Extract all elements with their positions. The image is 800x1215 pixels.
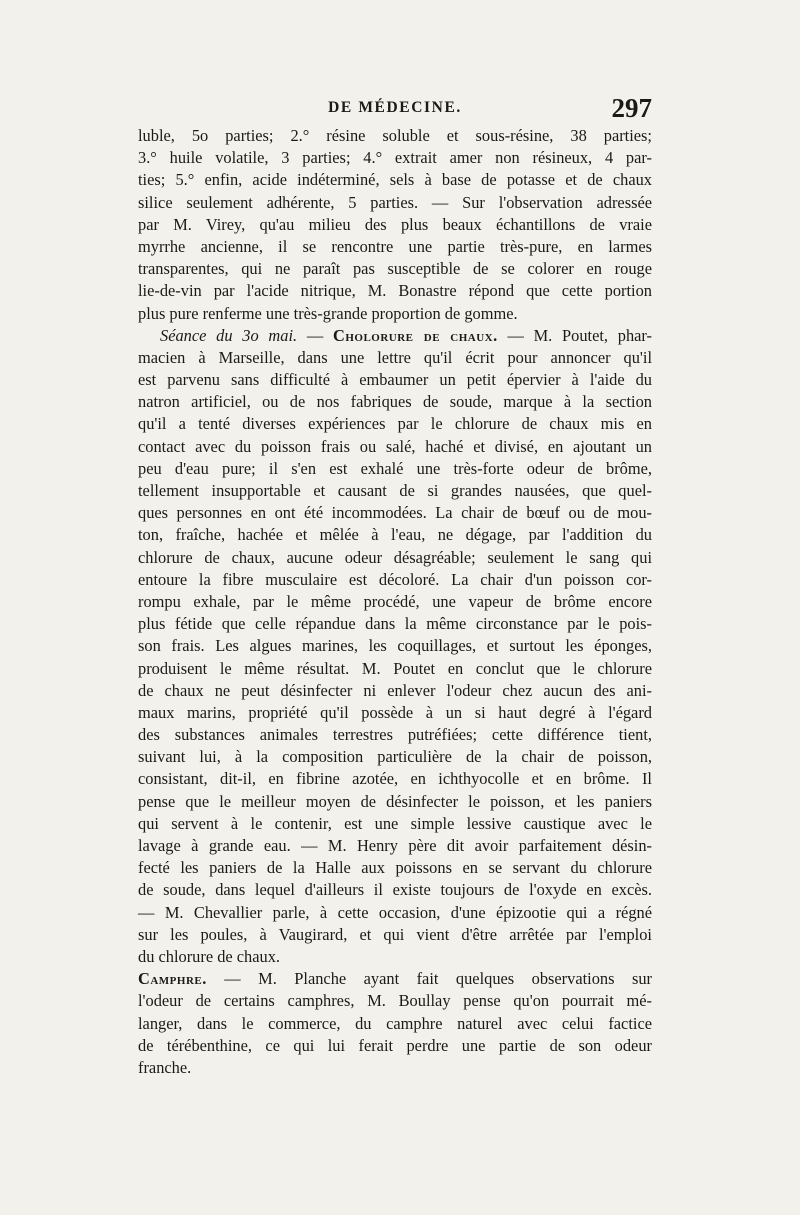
text-line: sur les poules, à Vaugirard, et qui vient d'être arrêtée par l'emploi [138, 924, 652, 944]
text-line: tellement insupportable et causant de si grandes nausées, que quel- [138, 481, 652, 500]
paragraph-camphre [138, 968, 652, 1079]
session-date: Séance du 3o mai. [160, 325, 298, 345]
text-line: qu'il a tenté diverses expériences par le chlorure de chaux mis en [138, 414, 652, 434]
text-line: chlorure de chaux, aucune odeur désagréable; seulement le sang qui [138, 547, 652, 567]
text-line: est parvenu sans difficulté à embaumer un petit épervier à l'aide du [138, 370, 652, 390]
text-line: ton, fraîche, hachée et mêlée à l'eau, ne dégage, par l'addition du [138, 525, 652, 545]
text-line: transparentes, qui ne paraît pas susceptible de se colorer en rouge [138, 259, 652, 279]
text-line: entoure la fibre musculaire est décoloré. La chair d'un poisson cor- [138, 569, 652, 589]
text-line: lavage à grande eau. — M. Henry père dit avoir parfaitement désin- [138, 836, 652, 855]
page-header [138, 93, 652, 125]
dash-separator: — [297, 325, 333, 345]
text-line: par M. Virey, qu'au milieu des plus beaux échantillons de vraie [138, 214, 652, 234]
text-line: suivant lui, à la composition particulière de la chair de poisson, [138, 747, 652, 767]
lead-text: — M. Poutet, phar- [497, 325, 652, 345]
text-line: du chlorure de chaux. [138, 946, 280, 966]
text-line: ties; 5.° enfin, acide indéterminé, sels à base de potasse et de chaux [138, 170, 652, 190]
text-line: l'odeur de certains camphres, M. Boullay pense qu'on pourrait mé- [138, 991, 652, 1011]
text-line: consistant, dit-il, en fibrine azotée, en ichthyocolle et en brôme. Il [138, 769, 652, 789]
text-line: produisent le même résultat. M. Poutet en conclut que le chlorure [138, 658, 652, 678]
text-line: lie-de-vin par l'acide nitrique, M. Bonastre répond que cette portion [138, 281, 652, 301]
text-line: de soude, dans lequel d'ailleurs il existe toujours de l'oxyde en excès. [138, 880, 652, 900]
text-line: de térébenthine, ce qui lui ferait perdre une partie de son odeur [138, 1035, 652, 1055]
text-line: franche. [138, 1057, 192, 1077]
text-line: rompu exhale, par le même procédé, une vapeur de brôme encore [138, 591, 652, 611]
text-line: ques personnes en ont été incommodées. La chair de bœuf ou de mou- [138, 503, 652, 523]
text-line: myrrhe ancienne, il se rencontre une partie très-pure, en larmes [138, 236, 652, 256]
text-line: langer, dans le commerce, du camphre naturel avec celui factice [138, 1013, 652, 1033]
text-line: peu d'eau pure; il s'en est exhalé une très-forte odeur de brôme, [138, 458, 652, 478]
paragraph-chlorure-de-chaux [138, 325, 652, 968]
text-line: des substances animales terrestres putréfiées; cette différence tient, [138, 725, 652, 745]
text-line: plus fétide que celle répandue dans la même circonstance par le pois- [138, 614, 652, 634]
paragraph-myrrhe-analysis [138, 125, 652, 325]
section-heading: Cholorure de chaux. [333, 325, 498, 345]
running-title: DE MÉDECINE. [328, 99, 462, 116]
text-line: contact avec du poisson frais ou salé, haché et divisé, en ajoutant un [138, 436, 652, 456]
lead-text: — M. Planche ayant fait quelques observations sur [206, 969, 652, 989]
text-line: — M. Chevallier parle, à cette occasion, d'une épizootie qui a régné [138, 902, 652, 922]
paragraph-lead-line [138, 325, 652, 347]
text-line: fecté les paniers de la Halle aux poissons en se servant du chlorure [138, 858, 652, 878]
text-line: luble, 5o parties; 2.° résine soluble et sous-résine, 38 parties; [138, 126, 652, 145]
text-line: plus pure renferme une très-grande proportion de gomme. [138, 303, 518, 323]
text-line: pense que le meilleur moyen de désinfecter le poisson, et les paniers [138, 791, 652, 811]
text-line: silice seulement adhérente, 5 parties. — Sur l'observation adressée [138, 192, 652, 212]
text-line: de chaux ne peut désinfecter ni enlever l'odeur chez aucun des ani- [138, 680, 652, 700]
text-line: maux marins, propriété qu'il possède à un si haut degré à l'égard [138, 702, 652, 722]
paragraph-lead-line [138, 968, 652, 990]
text-line: son frais. Les algues marines, les coquillages, et surtout les éponges, [138, 636, 652, 656]
section-heading: Camphre. [138, 969, 207, 989]
text-line: qui servent à le contenir, est une simple lessive caustique avec le [138, 813, 652, 833]
body-text [138, 125, 652, 1079]
text-line: 3.° huile volatile, 3 parties; 4.° extrait amer non résineux, 4 par- [138, 148, 652, 168]
text-line: natron artificiel, ou de nos fabriques de soude, marque à la section [138, 392, 652, 412]
text-line: macien à Marseille, dans une lettre qu'il écrit pour annoncer qu'il [138, 347, 652, 367]
page-number: 297 [611, 93, 652, 123]
